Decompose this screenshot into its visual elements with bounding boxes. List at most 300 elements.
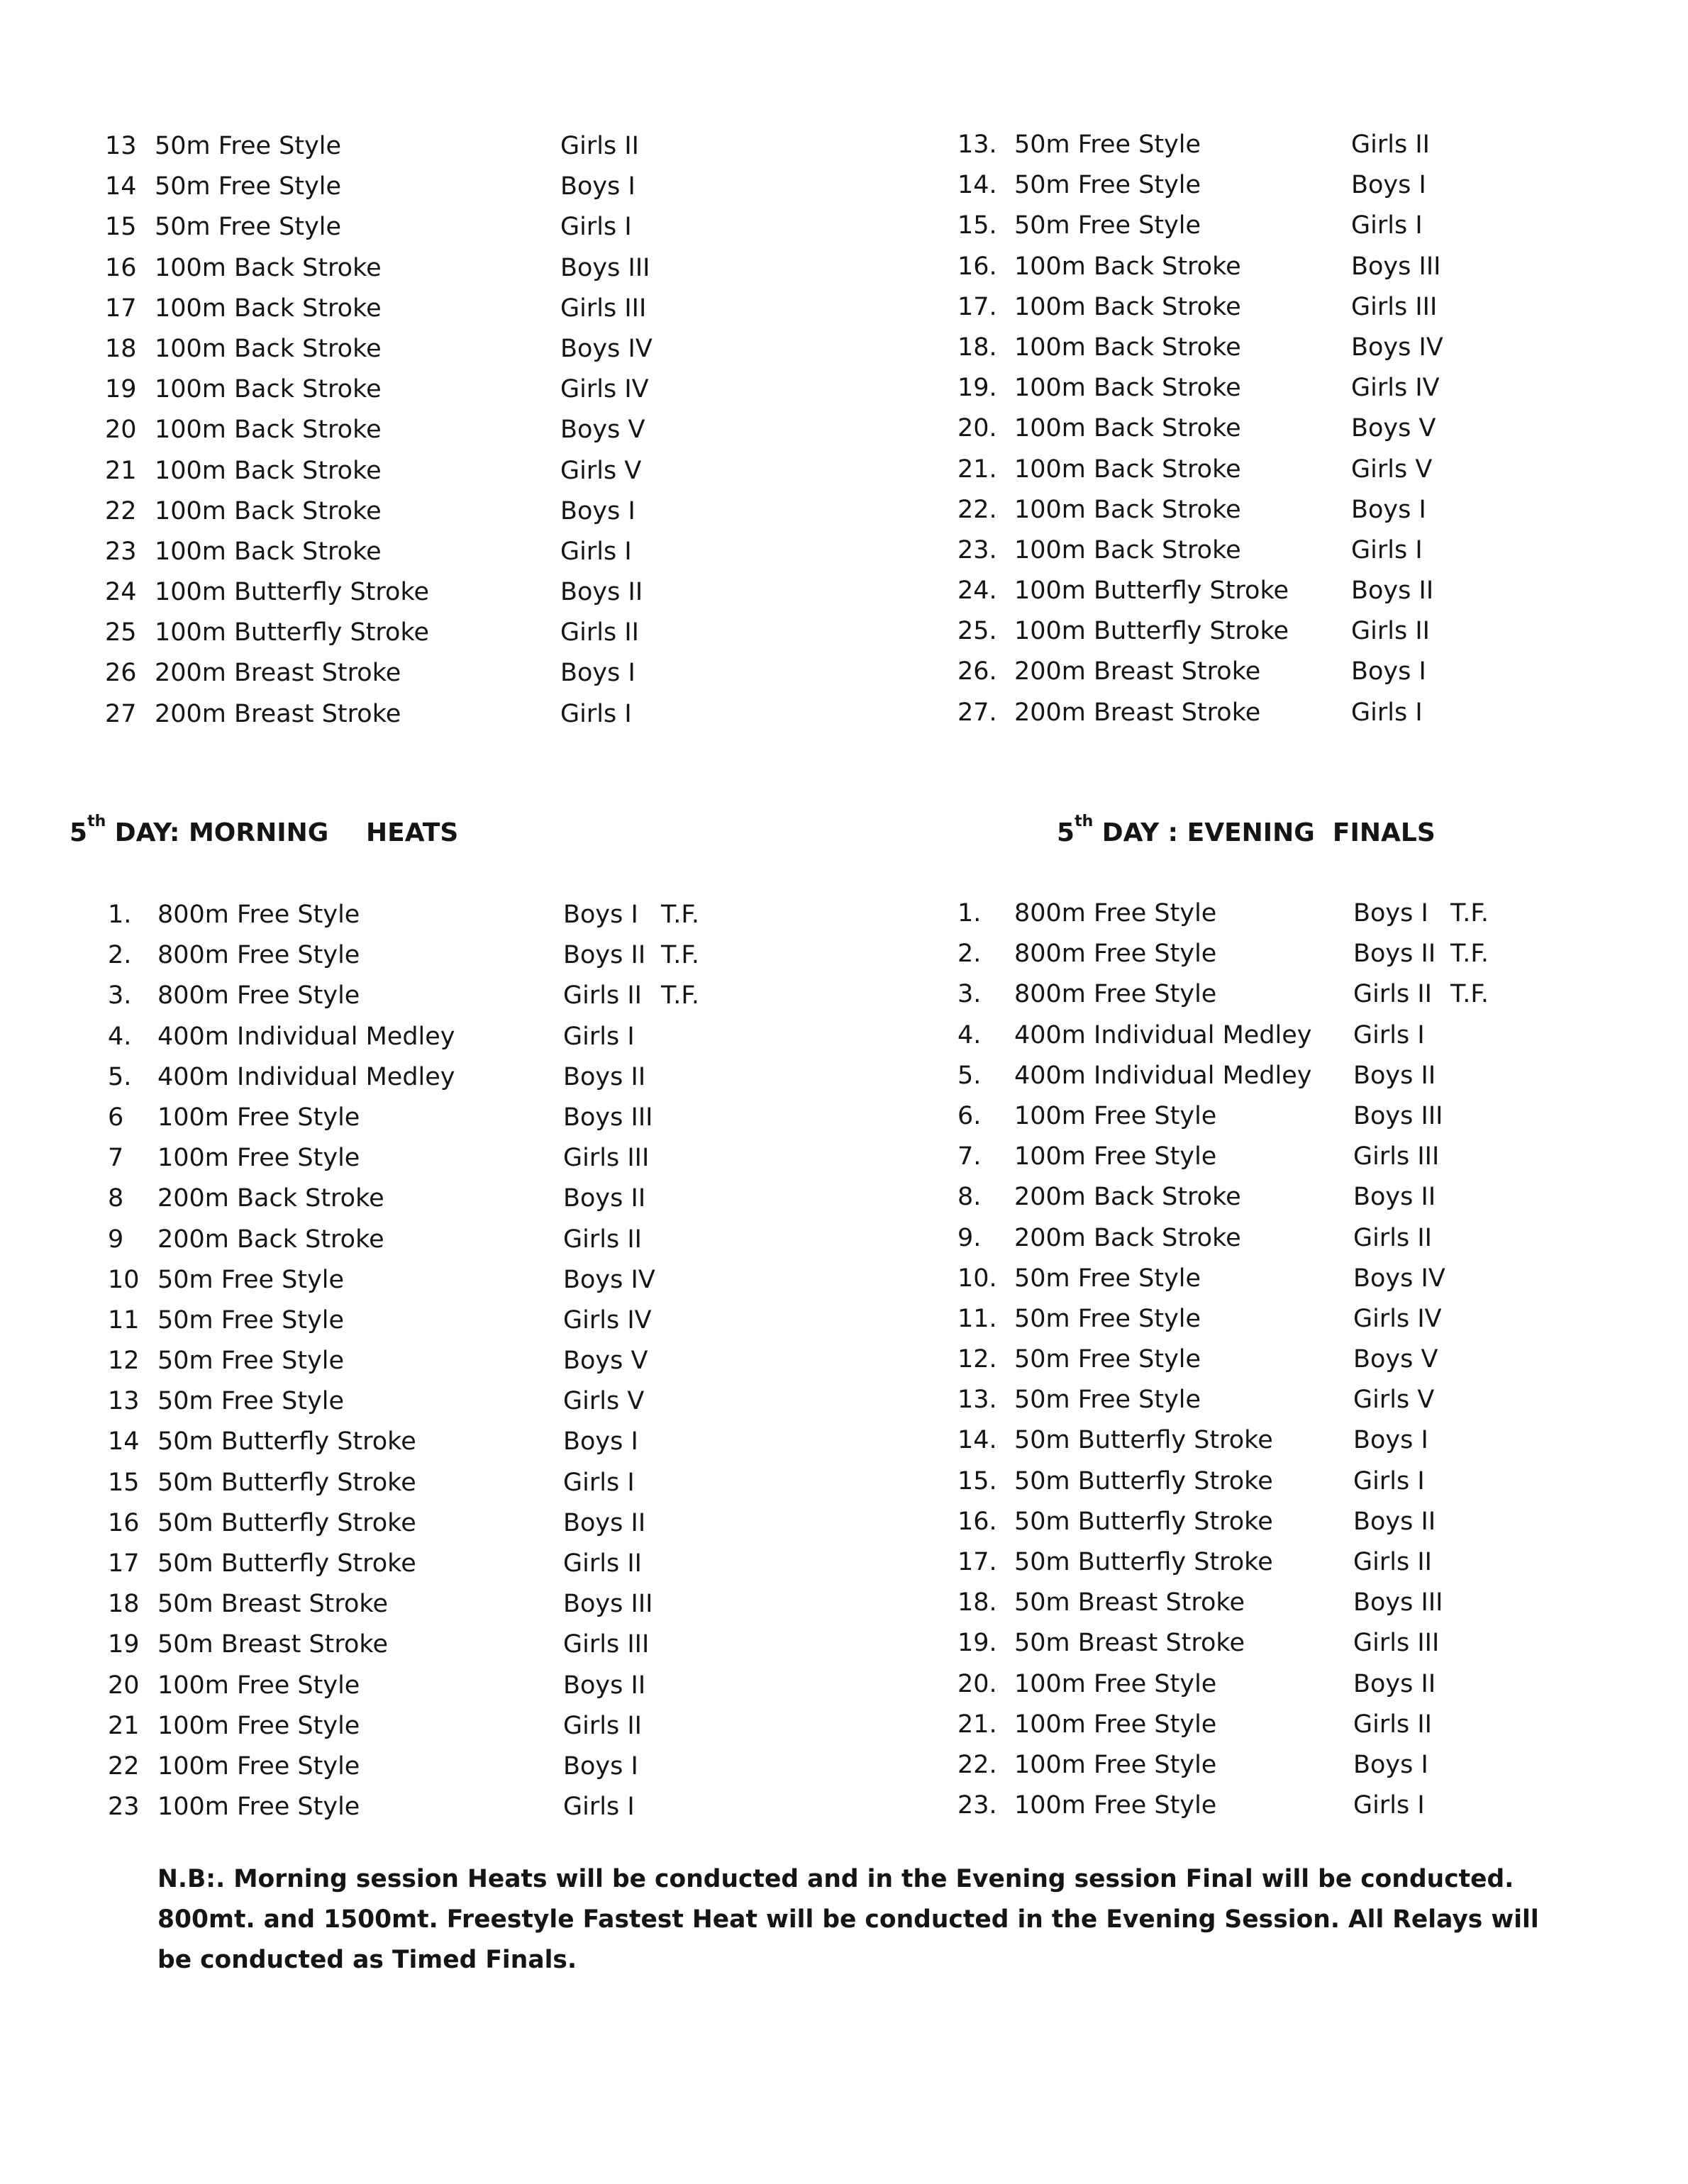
list-item [957,1218,1667,1259]
event-number: 12 [108,1347,140,1376]
event-category: Girls II [563,1711,642,1740]
event-category: Boys III [1353,1588,1443,1617]
event-name: 800m Free Style [157,901,360,929]
event-number: 14. [957,171,997,200]
event-number: 23. [957,535,997,564]
event-number: 16. [957,1507,997,1536]
event-category: Boys V [563,1347,648,1376]
event-name: 100m Back Stroke [1014,495,1241,524]
event-number: 8 [108,1184,124,1213]
event-number: 22 [105,496,137,525]
event-number: 19 [108,1630,140,1659]
list-item [108,895,888,935]
footnote: N.B:. Morning session Heats will be conducted and in the Evening session Final will be conducted. 800mt. and 1500mt. Freestyle Fastest Heat will be conducted in the Evening Session. All Relays will be conducted as Timed Finals. [157,1865,1539,1974]
event-number: 7 [108,1144,124,1173]
event-name: 100m Back Stroke [155,496,382,525]
event-name: 100m Butterfly Stroke [1014,617,1289,646]
event-name: 100m Free Style [157,1793,360,1822]
heading-day-suffix: th [87,813,106,830]
event-name: 50m Breast Stroke [157,1590,388,1619]
event-number: 13 [105,132,137,160]
event-name: 800m Free Style [1014,940,1217,969]
event-name: 50m Butterfly Stroke [157,1549,416,1578]
list-item [957,1096,1667,1137]
list-item [957,1542,1667,1583]
event-category: Girls I [1353,1020,1425,1049]
event-number: 1. [108,901,132,929]
event-category: Girls II [560,132,639,160]
event-number: 22. [957,1750,997,1779]
event-category: Girls II [1351,617,1430,646]
event-name: 200m Back Stroke [1014,1223,1241,1252]
list-item [108,1017,888,1057]
event-category: Boys III [1353,1101,1443,1130]
list-item [108,1300,888,1341]
event-category: Boys II [1353,1061,1436,1090]
event-number: 18 [105,334,137,363]
event-category: Girls V [1353,1386,1435,1415]
event-number: 6. [957,1101,982,1130]
event-number: 15 [108,1468,140,1497]
event-category: Girls II [1351,130,1430,159]
event-name: 50m Butterfly Stroke [157,1468,416,1497]
event-category: Boys I [1351,657,1426,686]
event-name: 50m Breast Stroke [1014,1629,1245,1658]
event-name: 50m Free Style [1014,171,1201,200]
timed-final-mark: T.F. [1450,940,1489,969]
event-number: 12. [957,1345,997,1374]
event-name: 50m Free Style [1014,211,1201,240]
list-item [957,934,1667,974]
event-category: Girls I [560,213,632,242]
event-name: 200m Breast Stroke [155,699,401,728]
event-number: 7. [957,1142,982,1171]
event-number: 14 [108,1427,140,1456]
list-item [108,1179,888,1219]
event-name: 100m Back Stroke [155,456,382,485]
event-name: 200m Breast Stroke [155,659,401,688]
event-name: 800m Free Style [157,981,360,1010]
event-name: 50m Free Style [1014,1386,1201,1415]
event-number: 27. [957,698,997,727]
event-number: 24. [957,576,997,606]
list-item [957,1339,1667,1380]
event-category: Boys II [563,1671,646,1700]
event-category: Girls II [563,1549,642,1578]
list-item [105,248,885,289]
list-item [957,1056,1667,1096]
list-item [957,1259,1667,1299]
list-item [957,125,1667,165]
event-category: Girls V [1351,455,1433,484]
event-category: Girls I [560,699,632,728]
event-number: 20. [957,1669,997,1698]
event-category: Girls I [563,1022,635,1051]
list-item [108,1138,888,1179]
event-number: 5. [108,1062,132,1091]
event-category: Boys I [1351,495,1426,524]
event-category: Girls IV [560,375,649,404]
timed-final-mark: T.F. [661,941,699,970]
event-number: 25 [105,618,137,647]
event-name: 50m Free Style [1014,1304,1201,1333]
heading-morning-heats [70,813,459,851]
event-category: Girls II [1353,1223,1432,1252]
event-category: Boys III [1351,252,1441,281]
event-name: 400m Individual Medley [1014,1061,1312,1090]
list-item [108,1422,888,1462]
event-number: 22 [108,1751,140,1781]
event-category: Boys II [563,1184,646,1213]
event-number: 11 [108,1305,140,1335]
list-item [105,653,885,693]
event-category: Boys I [560,172,635,201]
event-number: 16 [105,253,137,282]
list-item [105,410,885,450]
list-item [957,1785,1667,1826]
event-name: 50m Free Style [155,172,342,201]
event-name: 200m Back Stroke [157,1225,384,1254]
timed-final-mark: T.F. [1450,899,1489,927]
list-item [105,126,885,167]
list-item [957,893,1667,934]
event-category: Girls I [1353,1466,1425,1495]
event-category: Girls III [1351,292,1438,321]
list-item [108,1341,888,1381]
timed-final-mark: T.F. [1450,980,1489,1009]
schedule-list-morning-heats [108,895,888,1827]
list-item [108,1666,888,1706]
event-number: 27 [105,699,137,728]
heading-day-suffix: th [1075,813,1094,830]
event-category: Girls I [563,1793,635,1822]
heading-session-type: HEATS [366,818,459,847]
list-item [957,1705,1667,1745]
event-number: 9. [957,1223,982,1252]
event-category: Boys IV [560,334,653,363]
event-number: 23 [105,537,137,566]
event-category: Boys I [1353,1750,1428,1779]
event-category: Girls I [560,537,632,566]
event-number: 2. [108,941,132,970]
event-number: 19. [957,1629,997,1658]
event-category: Boys I [560,659,635,688]
event-name: 100m Back Stroke [155,375,382,404]
event-category: Girls I [1351,211,1423,240]
schedule-list-evening-finals [957,893,1667,1826]
list-item [105,167,885,207]
list-item [957,165,1667,206]
list-item [957,1177,1667,1218]
event-name: 50m Free Style [155,213,342,242]
event-number: 14. [957,1426,997,1455]
event-number: 21 [108,1711,140,1740]
event-category: Girls II [1353,1710,1432,1739]
event-name: 100m Free Style [157,1711,360,1740]
event-category: Girls IV [563,1305,652,1335]
event-number: 23 [108,1793,140,1822]
event-name: 100m Back Stroke [1014,414,1241,443]
list-item [108,1584,888,1625]
list-item [108,1706,888,1746]
list-item [957,1623,1667,1664]
event-category: Girls V [560,456,642,485]
event-name: 200m Breast Stroke [1014,657,1261,686]
event-number: 15. [957,211,997,240]
event-number: 17. [957,292,997,321]
heading-evening-finals [1057,815,1436,851]
event-category: Boys II [563,1062,646,1091]
event-name: 100m Free Style [1014,1669,1217,1698]
event-number: 14 [105,172,137,201]
list-item [105,289,885,329]
event-category: Girls I [1351,535,1423,564]
event-name: 50m Butterfly Stroke [1014,1507,1273,1536]
event-name: 50m Breast Stroke [1014,1588,1245,1617]
event-category: Girls III [1353,1629,1440,1658]
event-name: 200m Back Stroke [157,1184,384,1213]
event-number: 16. [957,252,997,281]
heading-day-title: DAY : EVENING FINALS [1093,818,1436,847]
event-number: 5. [957,1061,982,1090]
event-category: Boys I [1353,1426,1428,1455]
list-item [105,369,885,410]
list-item [957,1502,1667,1542]
event-category: Girls I [1351,698,1423,727]
event-category: Boys III [563,1590,653,1619]
event-category: Boys II [560,578,643,607]
event-number: 23. [957,1791,997,1820]
event-number: 11. [957,1304,997,1333]
event-category: Boys II [563,941,646,970]
event-name: 100m Free Style [1014,1142,1217,1171]
event-category: Boys I [563,1751,638,1781]
event-category: Girls II [563,981,642,1010]
event-category: Boys II [563,1508,646,1537]
event-category: Girls III [560,294,647,323]
list-item [957,974,1667,1015]
event-name: 50m Free Style [1014,130,1201,159]
event-name: 100m Back Stroke [1014,252,1241,281]
list-item [105,572,885,613]
list-item [957,328,1667,368]
event-name: 100m Back Stroke [155,416,382,445]
list-item [957,287,1667,328]
event-number: 20. [957,414,997,443]
event-category: Girls II [560,618,639,647]
list-item [108,1787,888,1827]
event-category: Boys II [1353,1507,1436,1536]
event-category: Boys I [563,901,638,929]
event-name: 50m Butterfly Stroke [1014,1426,1273,1455]
event-name: 50m Free Style [157,1265,345,1294]
event-name: 400m Individual Medley [157,1022,455,1051]
event-category: Girls I [563,1468,635,1497]
event-category: Boys III [563,1103,653,1132]
event-category: Boys IV [563,1265,655,1294]
event-category: Boys V [1353,1345,1438,1374]
list-item [108,1544,888,1584]
list-item [957,206,1667,246]
event-name: 400m Individual Medley [1014,1020,1312,1049]
event-number: 3. [108,981,132,1010]
list-item [108,1503,888,1544]
event-name: 100m Free Style [1014,1791,1217,1820]
event-name: 100m Free Style [157,1751,360,1781]
event-category: Boys I [1351,171,1426,200]
event-category: Girls I [1353,1791,1425,1820]
event-number: 3. [957,980,982,1009]
event-category: Girls III [1353,1142,1440,1171]
list-item [957,408,1667,449]
list-item [957,693,1667,733]
event-name: 200m Back Stroke [1014,1183,1241,1212]
event-name: 100m Butterfly Stroke [1014,576,1289,606]
event-number: 2. [957,940,982,969]
list-item [105,532,885,572]
list-item [108,1220,888,1260]
event-number: 9 [108,1225,124,1254]
event-number: 25. [957,617,997,646]
heading-day-number: 5 [1057,818,1075,847]
list-item [108,935,888,976]
schedule-list-top-left [105,126,885,735]
event-name: 50m Free Style [155,132,342,160]
event-number: 15. [957,1466,997,1495]
event-number: 17 [108,1549,140,1578]
heading-day-number: 5 [70,818,88,847]
event-name: 100m Back Stroke [1014,292,1241,321]
event-number: 18. [957,333,997,362]
event-category: Boys II [1353,1669,1436,1698]
event-name: 100m Free Style [157,1144,360,1173]
event-number: 20 [105,416,137,445]
event-category: Boys IV [1351,333,1443,362]
event-name: 800m Free Style [1014,980,1217,1009]
event-number: 13 [108,1387,140,1416]
event-name: 50m Free Style [157,1387,345,1416]
event-number: 24 [105,578,137,607]
event-name: 50m Butterfly Stroke [1014,1548,1273,1576]
list-item [957,247,1667,287]
event-number: 21. [957,1710,997,1739]
event-name: 100m Free Style [1014,1101,1217,1130]
event-category: Girls II [1353,1548,1432,1576]
list-item [957,1015,1667,1056]
event-number: 17. [957,1548,997,1576]
event-category: Girls II [563,1225,642,1254]
list-item [105,207,885,247]
event-category: Girls II [1353,980,1432,1009]
event-name: 100m Butterfly Stroke [155,578,429,607]
event-name: 100m Back Stroke [1014,455,1241,484]
event-number: 26. [957,657,997,686]
list-item [957,1664,1667,1705]
list-item [108,1098,888,1138]
event-name: 100m Back Stroke [155,334,382,363]
event-number: 22. [957,495,997,524]
event-number: 21. [957,455,997,484]
event-category: Boys I [560,496,635,525]
event-number: 15 [105,213,137,242]
event-category: Boys IV [1353,1264,1445,1293]
list-item [957,1745,1667,1785]
list-item [957,490,1667,530]
event-name: 100m Back Stroke [155,294,382,323]
heading-day-title: DAY: MORNING [106,818,329,847]
event-category: Boys I [563,1427,638,1456]
list-item [108,1057,888,1098]
event-number: 13. [957,1386,997,1415]
event-category: Girls III [563,1144,650,1173]
event-name: 50m Butterfly Stroke [157,1508,416,1537]
event-number: 26 [105,659,137,688]
event-number: 17 [105,294,137,323]
event-name: 100m Back Stroke [1014,535,1241,564]
event-name: 800m Free Style [1014,899,1217,927]
event-number: 10 [108,1265,140,1294]
list-item [957,1380,1667,1420]
list-item [108,1625,888,1665]
event-category: Boys II [1353,1183,1436,1212]
event-number: 20 [108,1671,140,1700]
event-number: 18 [108,1590,140,1619]
event-number: 19. [957,374,997,403]
event-name: 50m Free Style [157,1305,345,1335]
list-item [957,1299,1667,1339]
event-number: 21 [105,456,137,485]
list-item [957,530,1667,571]
event-name: 100m Back Stroke [155,253,382,282]
event-name: 50m Butterfly Stroke [1014,1466,1273,1495]
event-category: Girls III [563,1630,650,1659]
list-item [105,329,885,369]
event-number: 16 [108,1508,140,1537]
event-number: 1. [957,899,982,927]
list-item [108,1463,888,1503]
event-category: Boys III [560,253,650,282]
list-item [108,976,888,1016]
event-category: Girls IV [1351,374,1440,403]
event-number: 4. [108,1022,132,1051]
event-name: 50m Free Style [1014,1264,1201,1293]
list-item [957,611,1667,652]
event-number: 6 [108,1103,124,1132]
event-number: 8. [957,1183,982,1212]
list-item [105,491,885,532]
list-item [105,613,885,653]
event-name: 400m Individual Medley [157,1062,455,1091]
list-item [957,652,1667,692]
list-item [957,1583,1667,1623]
event-category: Girls V [563,1387,645,1416]
event-category: Girls IV [1353,1304,1442,1333]
schedule-list-top-right [957,125,1667,733]
list-item [957,450,1667,490]
event-number: 4. [957,1020,982,1049]
event-name: 100m Free Style [1014,1710,1217,1739]
list-item [108,1381,888,1422]
event-category: Boys I [1353,899,1428,927]
event-category: Boys II [1353,940,1436,969]
event-name: 50m Butterfly Stroke [157,1427,416,1456]
event-name: 100m Back Stroke [1014,374,1241,403]
event-name: 800m Free Style [157,941,360,970]
event-name: 200m Breast Stroke [1014,698,1261,727]
event-number: 19 [105,375,137,404]
timed-final-mark: T.F. [661,901,699,929]
event-name: 100m Back Stroke [1014,333,1241,362]
